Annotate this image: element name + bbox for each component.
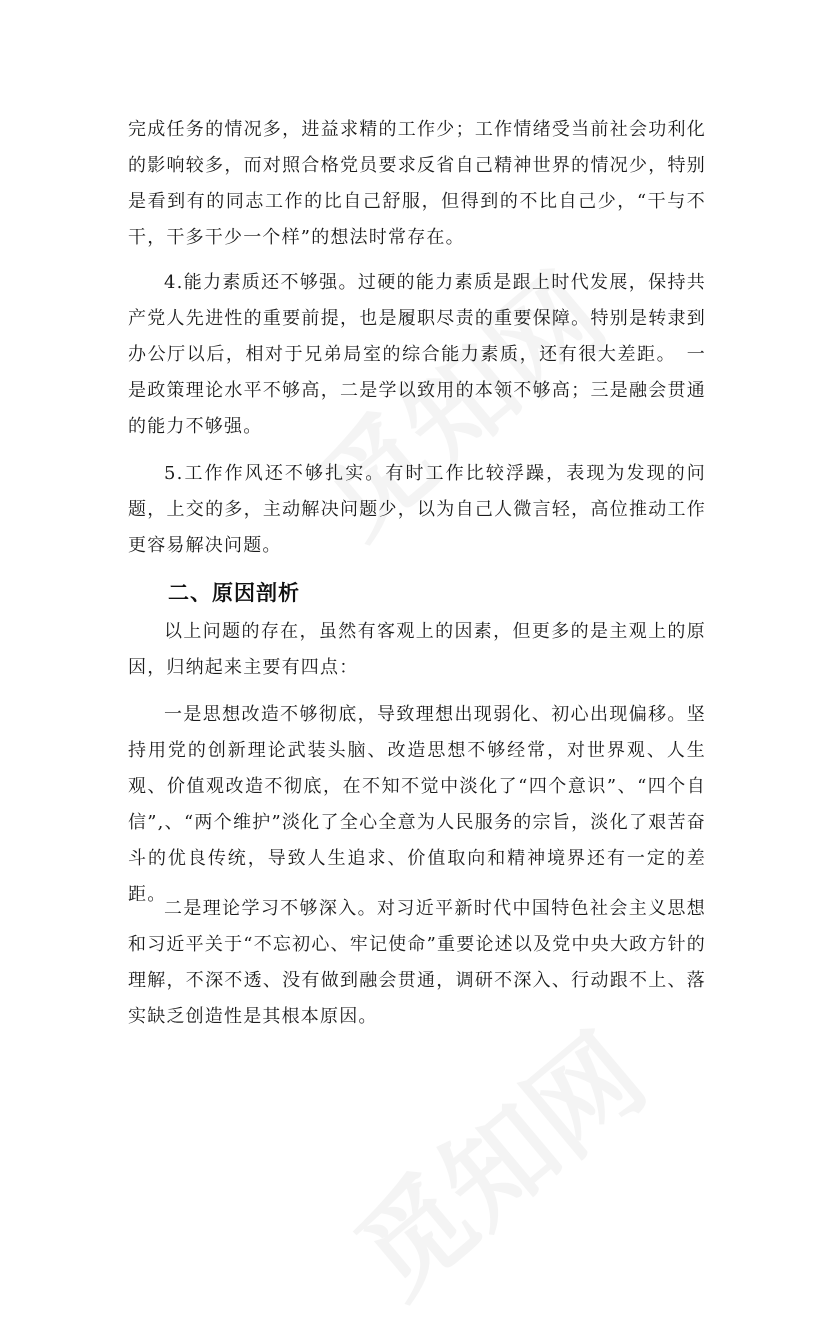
paragraph-cause-one: 一是思想改造不够彻底，导致理想出现弱化、初心出现偏移。坚持用党的创新理论武装头脑、改造思想不够经常，对世界观、人生观、价值观改造不彻底，在不知不觉中淡化了“四个意识”、“四个自信”,、“两个维护”淡化了全心全意为人民服务的宗旨，淡化了艰苦奋斗的优良传统，导致人生追求、价值取向和精神境界还有一定的差距。 xyxy=(128,704,706,905)
paragraph-causes-intro: 以上问题的存在，虽然有客观上的因素，但更多的是主观上的原因，归纳起来主要有四点： xyxy=(128,621,706,678)
paragraph-ability: 4.能力素质还不够强。过硬的能力素质是跟上时代发展，保持共产党人先进性的重要前提，也是履职尽责的重要保障。特别是转隶到办公厅以后，相对于兄弟局室的综合能力素质，还有很大差距。 一是政策理论水平不够高，二是学以致用的本领不够高；三是融会贯通的能力不够强。 xyxy=(128,272,706,437)
paragraph-continuation: 完成任务的情况多，进益求精的工作少；工作情绪受当前社会功利化的影响较多，而对照合格党员要求反省自己精神世界的情况少，特别是看到有的同志工作的比自己舒服，但得到的不比自己少，“干与不干，干多干少一个样”的想法时常存在。 xyxy=(128,119,706,248)
section-heading: 二、原因剖析 xyxy=(168,581,300,605)
paragraph-cause-two: 二是理论学习不够深入。对习近平新时代中国特色社会主义思想和习近平关于“不忘初心、牢记使命”重要论述以及党中央大政方针的理解，不深不透、没有做到融会贯通，调研不深入、行动跟不上、落实缺乏创造性是其根本原因。 xyxy=(128,898,706,1027)
paragraph-work-style: 5.工作作风还不够扎实。有时工作比较浮躁，表现为发现的问题，上交的多，主动解决问题少，以为自己人微言轻，高位推动工作更容易解决问题。 xyxy=(128,463,706,556)
watermark xyxy=(318,992,672,1325)
